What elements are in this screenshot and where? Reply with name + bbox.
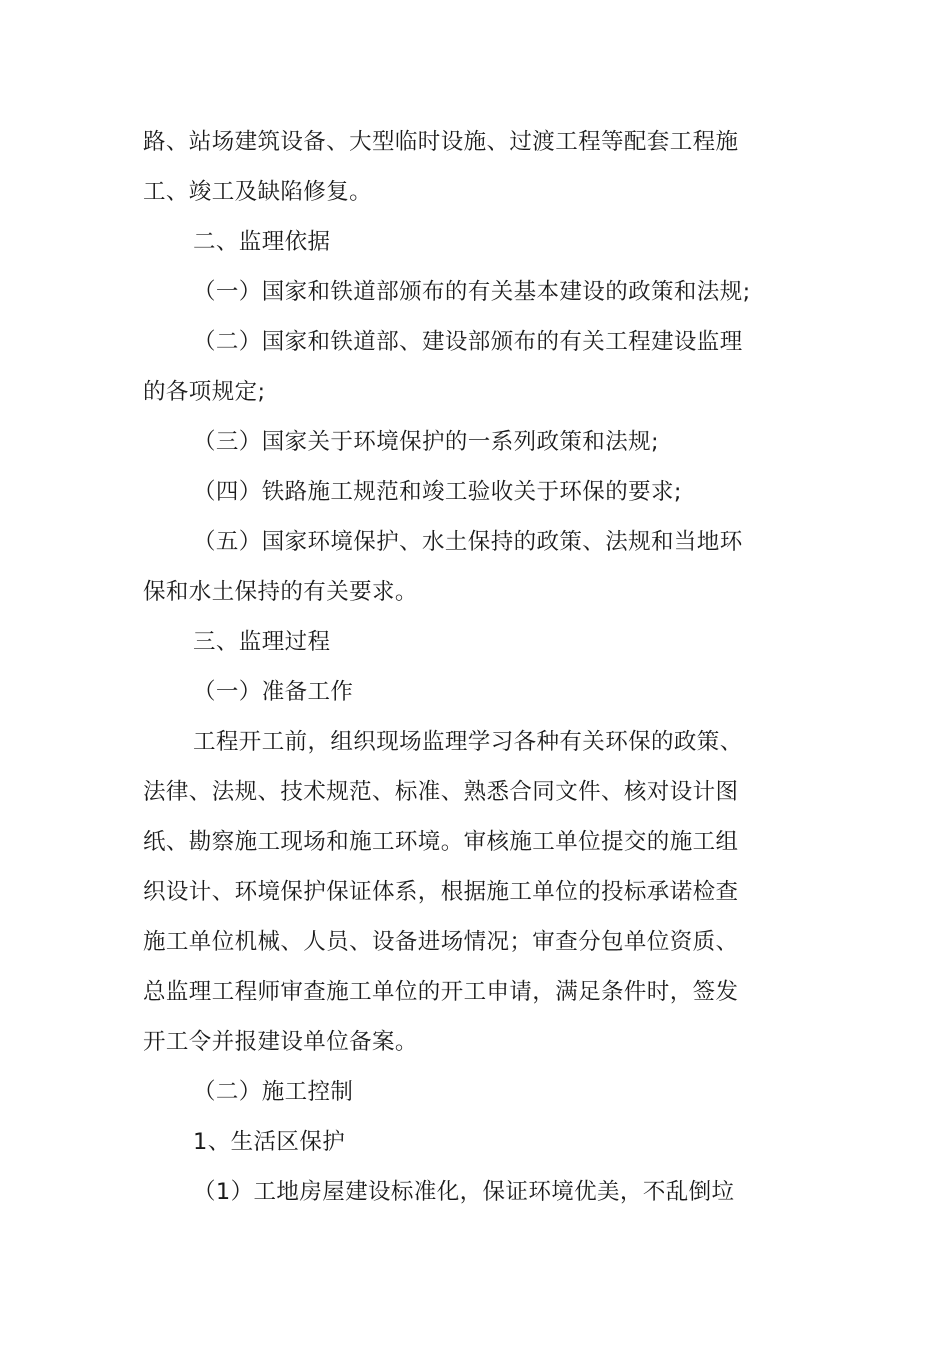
body-line: 路、站场建筑设备、大型临时设施、过渡工程等配套工程施 (143, 129, 739, 155)
section-heading: 二、监理依据 (193, 229, 331, 255)
body-line: 工、竣工及缺陷修复。 (143, 179, 373, 205)
body-line: 保和水土保持的有关要求。 (143, 579, 418, 605)
list-item: （1）工地房屋建设标准化，保证环境优美，不乱倒垃 (193, 1179, 735, 1205)
list-item: （三）国家关于环境保护的一系列政策和法规; (193, 429, 659, 455)
subsection-heading: （二）施工控制 (193, 1079, 354, 1105)
paragraph-line: 纸、勘察施工现场和施工环境。审核施工单位提交的施工组 (143, 829, 739, 855)
paragraph-line: 法律、法规、技术规范、标准、熟悉合同文件、核对设计图 (143, 779, 739, 805)
list-item: （五）国家环境保护、水土保持的政策、法规和当地环 (193, 529, 743, 555)
paragraph-line: 开工令并报建设单位备案。 (143, 1029, 418, 1055)
paragraph-line: 织设计、环境保护保证体系，根据施工单位的投标承诺检查 (143, 879, 739, 905)
item-heading: 1、生活区保护 (193, 1129, 346, 1155)
body-line: 的各项规定; (143, 379, 266, 405)
list-item: （一）国家和铁道部颁布的有关基本建设的政策和法规; (193, 279, 751, 305)
list-item: （二）国家和铁道部、建设部颁布的有关工程建设监理 (193, 329, 743, 355)
section-heading: 三、监理过程 (193, 629, 331, 655)
list-item: （四）铁路施工规范和竣工验收关于环保的要求; (193, 479, 682, 505)
paragraph-line: 工程开工前，组织现场监理学习各种有关环保的政策、 (193, 729, 743, 755)
paragraph-line: 施工单位机械、人员、设备进场情况；审查分包单位资质、 (143, 929, 739, 955)
subsection-heading: （一）准备工作 (193, 679, 354, 705)
paragraph-line: 总监理工程师审查施工单位的开工申请，满足条件时，签发 (143, 979, 739, 1005)
